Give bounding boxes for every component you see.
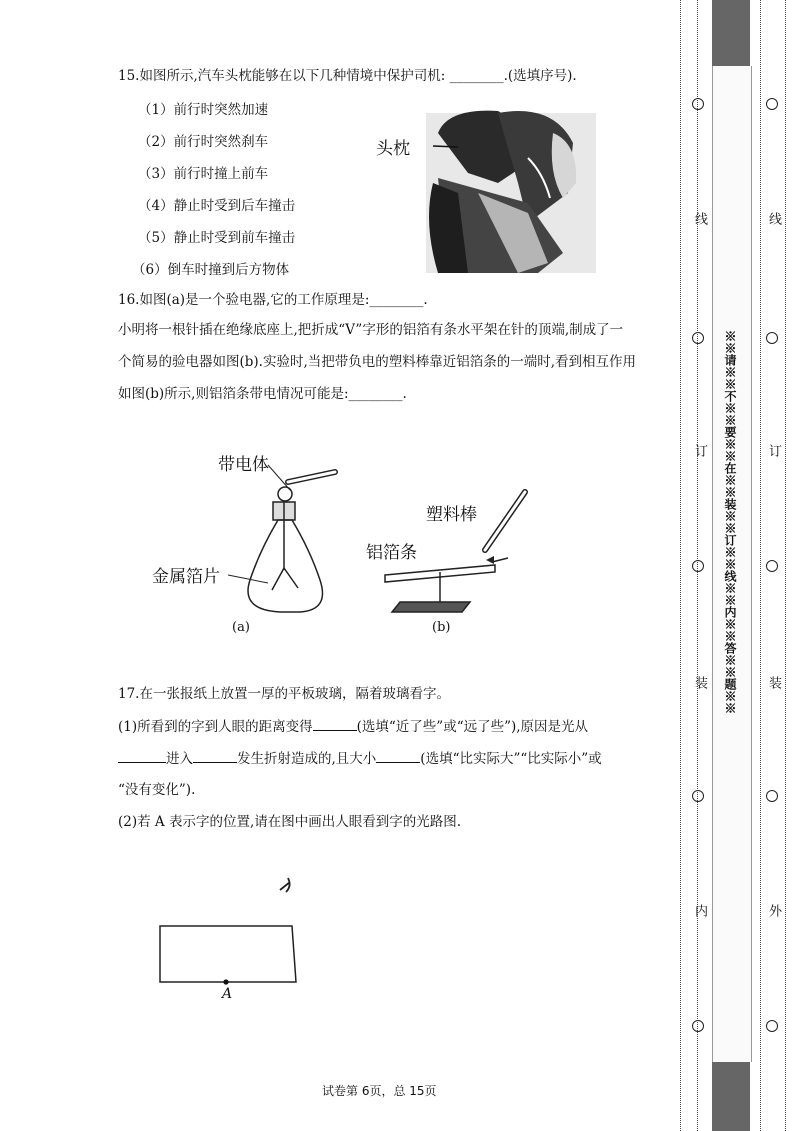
binding-hole bbox=[692, 332, 704, 344]
q17-line4: “没有变化”). bbox=[118, 782, 196, 798]
headrest-photo bbox=[378, 103, 608, 278]
q17-line2-part2: (选填“近了些”或“远了些”),原因是光从 bbox=[356, 719, 589, 735]
q15-option-1: （1）前行时突然加速 bbox=[138, 102, 269, 118]
answer-blank[interactable] bbox=[118, 748, 166, 763]
binding-hole bbox=[692, 790, 704, 802]
q17-line2 bbox=[118, 716, 588, 737]
headrest-label: 头枕 bbox=[376, 139, 410, 159]
q16-line3: 个简易的验电器如图(b).实验时,当把带负电的塑料棒靠近铝箔条的一端时,看到相互作用 bbox=[118, 354, 637, 370]
plastic-rod-label: 塑料棒 bbox=[426, 505, 477, 525]
q15-option-4: （4）静止时受到后车撞击 bbox=[138, 198, 296, 214]
binding-dotted-line-outer-2 bbox=[785, 0, 786, 1131]
binding-bar-bottom bbox=[712, 1062, 750, 1131]
binding-char-inner: 内 bbox=[692, 904, 707, 917]
page-footer: 试卷第 6页，总 15页 bbox=[322, 1084, 437, 1098]
q15-option-6: （6）倒车时撞到后方物体 bbox=[132, 262, 290, 278]
q15-stem: 15.如图所示,汽车头枕能够在以下几种情境中保护司机: ________.(选填序号). bbox=[118, 68, 577, 84]
q17-line3-part3: (选填“比实际大”“比实际小”或 bbox=[420, 751, 602, 767]
answer-blank[interactable] bbox=[193, 748, 237, 763]
binding-char-inner-line: 线 bbox=[692, 212, 707, 225]
q17-line5: (2)若 A 表示字的位置,请在图中画出人眼看到字的光路图. bbox=[118, 814, 462, 830]
metal-foil-label: 金属箔片 bbox=[152, 567, 220, 587]
q15-option-2: （2）前行时突然刹车 bbox=[138, 134, 269, 150]
binding-char-inner-staple: 订 bbox=[692, 444, 707, 457]
aluminum-strip-label: 铝箔条 bbox=[366, 543, 417, 563]
binding-dotted-line-inner bbox=[680, 0, 681, 1131]
binding-hole bbox=[692, 98, 704, 110]
q15-option-3: （3）前行时撞上前车 bbox=[138, 166, 269, 182]
q16-stem: 16.如图(a)是一个验电器,它的工作原理是:________. bbox=[118, 292, 428, 308]
binding-char-inner-bind: 装 bbox=[692, 676, 707, 689]
q15-option-5: （5）静止时受到前车撞击 bbox=[138, 230, 296, 246]
q17-stem: 17.在一张报纸上放置一厚的平板玻璃，隔着玻璃看字。 bbox=[118, 686, 450, 702]
binding-bar-top bbox=[712, 0, 750, 66]
q17-line3 bbox=[118, 748, 602, 769]
q17-line3-part2: 发生折射造成的,且大小 bbox=[237, 751, 377, 767]
binding-warning: ※※请※※不※※要※※在※※装※※订※※线※※内※※答※※题※※ bbox=[723, 330, 737, 714]
binding-char-outer: 外 bbox=[766, 904, 781, 917]
binding-dotted-line-outer bbox=[760, 0, 761, 1131]
answer-blank[interactable] bbox=[376, 748, 420, 763]
binding-hole bbox=[766, 1020, 778, 1032]
charged-body-label: 带电体 bbox=[218, 455, 269, 475]
q17-line3-part1: 进入 bbox=[166, 751, 193, 767]
figure-a-caption: (a) bbox=[232, 620, 250, 635]
binding-hole bbox=[692, 560, 704, 572]
binding-hole bbox=[766, 98, 778, 110]
binding-hole bbox=[766, 790, 778, 802]
q17-line2-part1: (1)所看到的字到人眼的距离变得 bbox=[118, 719, 313, 735]
binding-hole bbox=[692, 1020, 704, 1032]
q16-line2: 小明将一根针插在绝缘底座上,把折成“V”字形的铝箔有条水平架在针的顶端,制成了一 bbox=[118, 322, 624, 338]
figure-b-caption: (b) bbox=[432, 620, 451, 635]
binding-hole bbox=[766, 560, 778, 572]
point-a-label: A bbox=[222, 986, 233, 1002]
binding-hole bbox=[766, 332, 778, 344]
answer-blank[interactable] bbox=[313, 716, 357, 731]
glass-slab-diagram bbox=[150, 868, 320, 1008]
binding-char-outer-bind: 装 bbox=[766, 676, 781, 689]
eye-icon bbox=[280, 878, 290, 892]
binding-char-outer-staple: 订 bbox=[766, 444, 781, 457]
binding-char-outer-line: 线 bbox=[766, 212, 781, 225]
q16-line4: 如图(b)所示,则铝箔条带电情况可能是:________. bbox=[118, 386, 407, 402]
